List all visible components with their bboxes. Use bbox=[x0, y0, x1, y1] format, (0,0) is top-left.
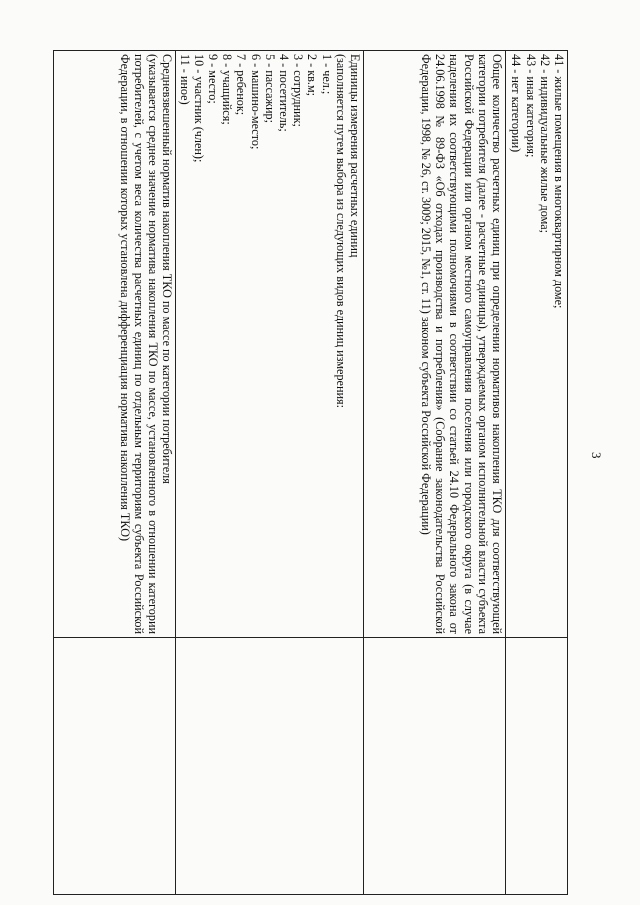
category-item: 42 - индивидуальные жилые дома; bbox=[537, 54, 552, 233]
category-item: 43 - иная категория; bbox=[523, 54, 538, 158]
unit-item: 3 - сотрудник; bbox=[291, 54, 306, 127]
units-cell bbox=[176, 51, 364, 638]
unit-item: 11 - иное) bbox=[177, 54, 192, 105]
units-heading: Единицы измерения расчетных единиц bbox=[348, 54, 362, 258]
total-units-cell bbox=[364, 51, 506, 638]
units-note: (заполняется путем выбора из следующих видов единиц измерения: bbox=[333, 54, 348, 408]
unit-item: 9 - место; bbox=[205, 54, 220, 104]
category-item: 41 - жилые помещения в многоквартирном доме; bbox=[552, 54, 566, 309]
rotated-table-wrapper bbox=[58, 50, 568, 880]
categories-cell bbox=[506, 51, 568, 638]
table-row bbox=[364, 51, 506, 895]
weighted-norm-heading: Средневзвешенный норматив накопления ТКО по массе по категории потребителя bbox=[160, 54, 175, 484]
unit-item: 6 - машино-место; bbox=[248, 54, 263, 150]
unit-item: 10 - участник (член); bbox=[191, 54, 206, 163]
category-item: 44 - нет категории) bbox=[509, 54, 524, 153]
table-row bbox=[176, 51, 364, 895]
unit-item: 1 - чел.; bbox=[319, 54, 334, 95]
value-cell bbox=[506, 638, 568, 895]
value-cell bbox=[364, 638, 506, 895]
unit-item: 7 - ребенок; bbox=[234, 54, 249, 116]
form-table bbox=[53, 50, 568, 895]
value-cell bbox=[54, 638, 176, 895]
page-number: 3 bbox=[589, 452, 604, 459]
weighted-norm-cell bbox=[54, 51, 176, 638]
unit-item: 2 - кв.м; bbox=[305, 54, 320, 97]
unit-item: 5 - пассажир; bbox=[262, 54, 277, 123]
weighted-norm-text: (указывается среднее значение норматива накопления ТКО по массе, установленного в отношении категории потребителей, с учетом веса количества расчетных единиц по отдельным территориям субъекта Российской Федерации, в отношении которых установлена дифференциация норматива накопления ТКО) bbox=[117, 54, 161, 634]
unit-item: 4 - посетитель; bbox=[276, 54, 291, 132]
table-row bbox=[54, 51, 176, 895]
unit-item: 8 - учащийся; bbox=[220, 54, 235, 125]
total-units-text: Общее количество расчетных единиц при определении нормативов накопления ТКО для соответствующей категории потребителя (далее - расчетные единицы), утверждаемых органом исполнительной власти субъекта Российской Федерации или органом местного самоуправления поселения или городского округа (в случае наделения их соответствующими полномочиями в соответствии со статьей 24.10 Федерального закона от 24.06.1998 № 89-ФЗ «Об отходах производства и потребления» (Собрание законодательства Российской Федерации, 1998, № 26, ст. 3009; 2015, №1, ст. 11) законом субъекта Российской Федерации) bbox=[418, 54, 504, 634]
table-row bbox=[506, 51, 568, 895]
value-cell bbox=[176, 638, 364, 895]
